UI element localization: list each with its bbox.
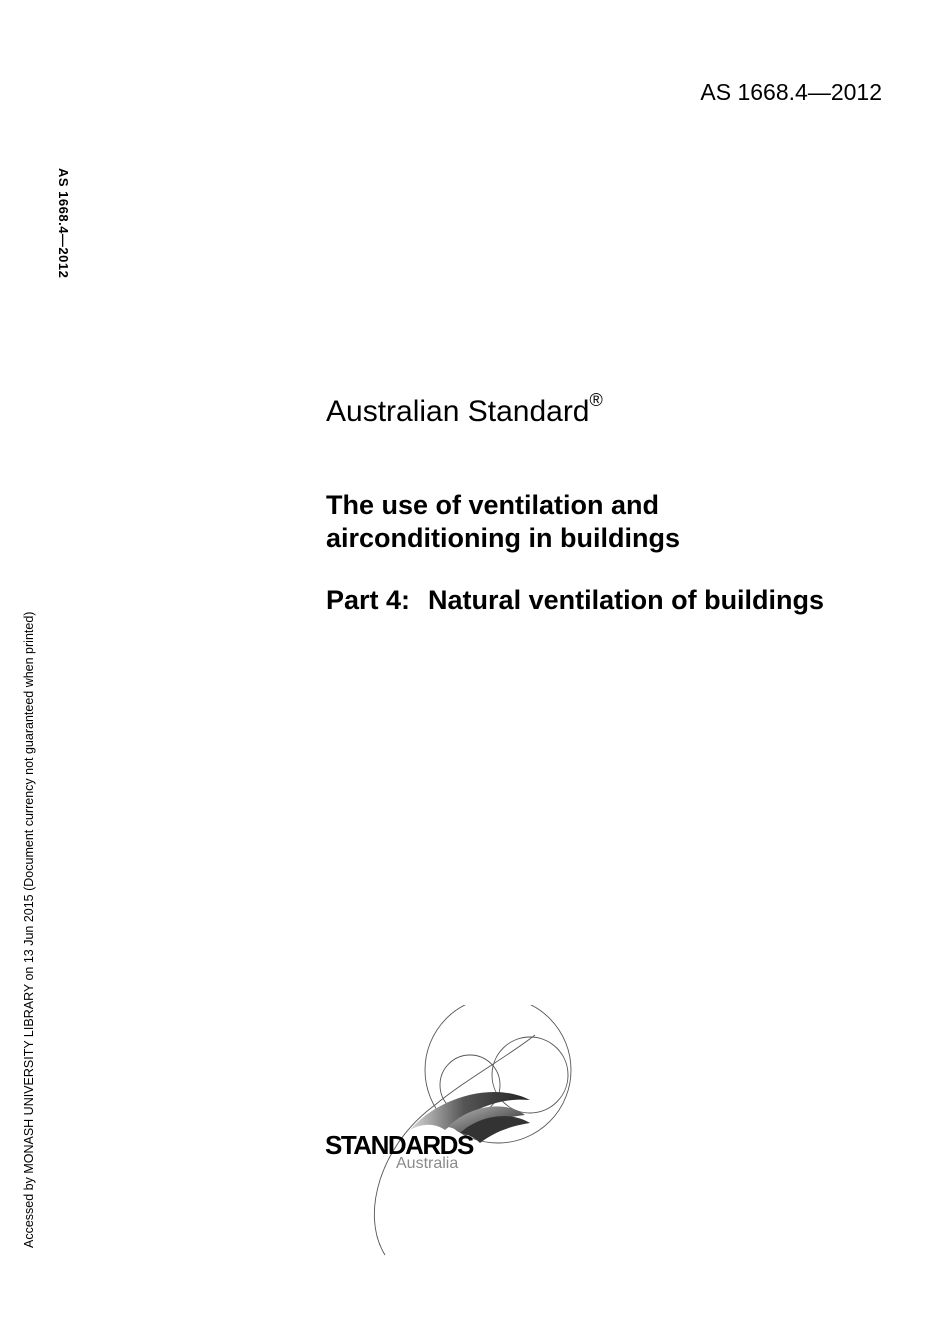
document-number: AS 1668.4—2012 [700,79,882,105]
title-line-2: airconditioning in buildings [326,523,680,553]
standards-australia-logo [320,1005,590,1265]
logo-subtitle: Australia [396,1155,459,1172]
spine-document-number: AS 1668.4—2012 [56,168,71,279]
standard-label [326,384,603,432]
part-title: Natural ventilation of buildings [428,585,825,615]
standard-label-text: Australian Standard [326,395,590,428]
logo-wordmark: STANDARDS [325,1130,473,1160]
access-note: Accessed by MONASH UNIVERSITY LIBRARY on 13 Jun 2015 (Document currency not guaranteed when printed) [22,611,36,1248]
title-line-1: The use of ventilation and [326,490,660,520]
part-number: Part 4: [326,585,411,615]
part-heading [326,584,824,617]
document-title [326,489,886,555]
registered-mark: ® [589,390,603,410]
